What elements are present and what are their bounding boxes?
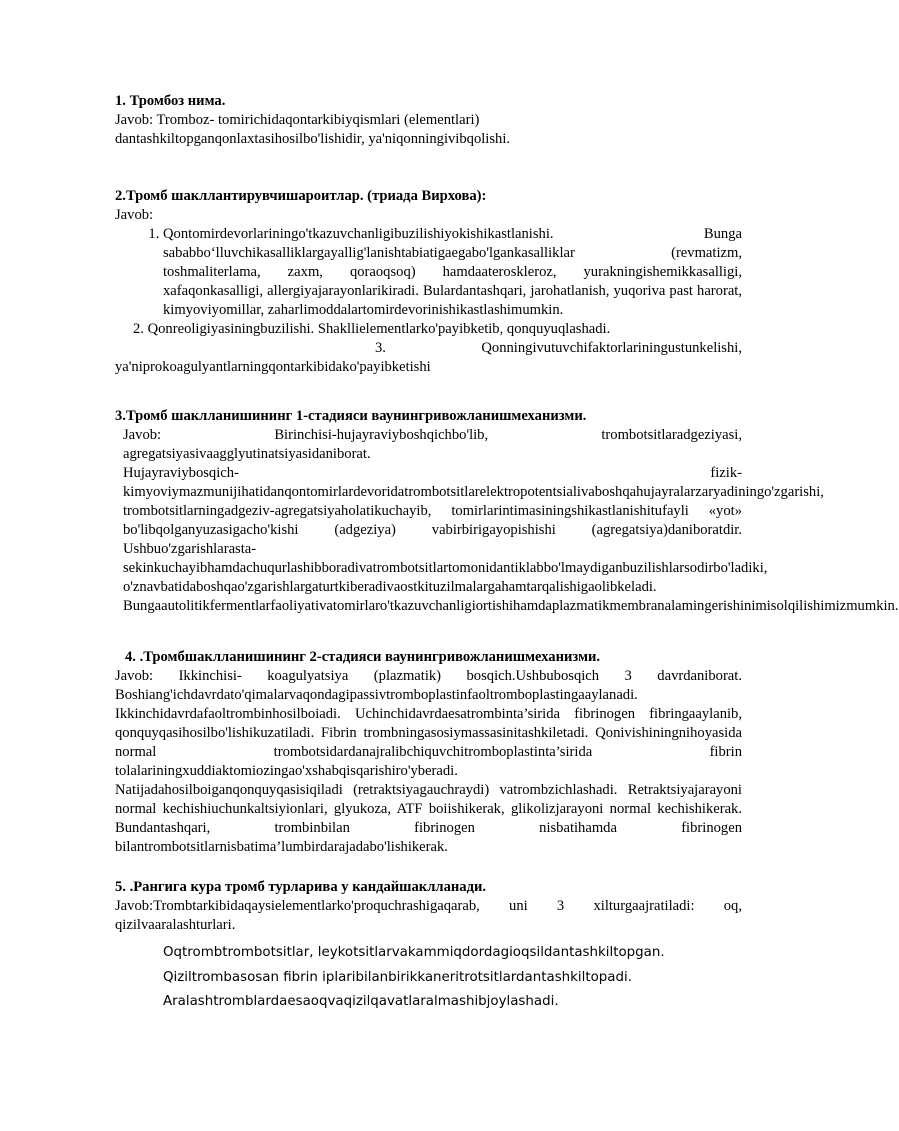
bullet-item (143, 990, 742, 1015)
section-3-heading: 3.Тромб шаклланишининг 1-стадияси ваунингривожланишмеханизми. (115, 408, 587, 424)
section-5-paragraph-1: Javob:Trombtarkibidaqaysielementlarko'proquchrashigaqarab, uni 3 xilturgaajratiladi: oq, qizilvaaralashturlari. (115, 898, 742, 933)
section-4-paragraph-2: Natijadahosilboiganqonquyqasisiqiladi (retraktsiyagauchraydi) vatrombzichlashadi. Retraktsiyajarayoni normal kechishiuchunkaltsiyionlari, glyukoza, ATF boiishikerak, glikolizjarayoni normal kechishikerak. Bundantashqari, trombinbilan fibrinogen nisbatihamda fibrinogen bilantrombotsitlarnisbatima’lumbirdarajadabo'lishikerak. (115, 782, 742, 855)
section-3-paragraph-4: Bungaautolitikfermentlarfaoliyativatomirlaro'tkazuvchanligiortishihamdaplazmatikmembranalamingerishinimisolqilishimizmumkin. (123, 598, 899, 614)
bullet-item (143, 941, 742, 966)
bullet-text: Oqtrombtrombotsitlar, leykotsitlarvakammiqdordagioqsildantashkiltopgan. (163, 945, 665, 960)
section-3-paragraph-2: Hujayraviybosqich- fizik-kimyoviymazmunijihatidanqontomirlardevoridatrombotsitlarelektropotentsialivaboshqahujayralarzaryadiningo'zgarishi, trombotsitlarningadgeziv-agregatsiyaholatikuchayib, tomirlarintimasiningshikastlanishitufayli «yot» bo'libqolganyuzasigacho'kishi (adgeziya) vabirbirigayopishishi (agregatsiya)daniboratdir. Ushbuo'zgarishlarasta-sekinkuchayibhamdachuqurlashibboradivatrombotsitlartomonidantiklabbo'lmaydiganbuzilishlarsodirbo'ladiki, (123, 465, 824, 576)
section-1-answer-line-2: dantashkiltopganqonlaxtasihosilbo'lishidir, ya'niqonningivibqolishi. (115, 131, 511, 147)
section-2-heading: 2.Тромб шакллантирувчишароитлар. (триада Вирхова): (115, 188, 487, 204)
section-4-heading: 4. .Тромбшаклланишининг 2-стадияси ваунингривожланишмеханизми. (125, 649, 601, 665)
section-5-heading: 5. .Рангига кура тромб турларива у кандайшаклланади. (115, 879, 487, 895)
section-3-paragraph-3: o'znavbatidaboshqao'zgarishlargaturtkiberadivaostkituzilmalargahamtarqalishigaolibkeladi. (123, 579, 657, 595)
section-1-heading: 1. Тромбоз нима. (115, 93, 226, 109)
section-2-item-2: 2. Qonreoligiyasiningbuzilishi. Shakllielementlarko'payibketib, qonquyuqlashadi. (133, 321, 611, 337)
document-page (115, 92, 899, 1015)
section-3-paragraph-1: Javob: Birinchisi-hujayraviyboshqichbo'lib, trombotsitlaradgeziyasi, agregatsiyasivaagglyutinatsiyasidaniborat. (123, 427, 742, 462)
bullet-item (143, 966, 742, 991)
section-2-item-3: 3. Qonningivutuvchifaktorlariningustunkelishi, ya'niprokoagulyantlarningqontarkibidako'payibketishi (115, 340, 742, 375)
bullet-text: Aralashtromblardaesaoqvaqizilqavatlaralmashibjoylashadi. (163, 994, 559, 1009)
section-4-paragraph-1: Javob: Ikkinchisi- koagulyatsiya (plazmatik) bosqich.Ushbubosqich 3 davrdaniborat. Boshiang'ichdavrdato'qimalarvaqondagipassivtromboplastinfaoltromboplastingaaylanadi. Ikkinchidavrdafaoltrombinhosilboiadi. Uchinchidavrdaesatrombinta’sirida fibrinogen fibringaaylanib, qonquyqasihosilbo'lishikuzatiladi. Fibrin trombningasosiymassasinitashkiletadi. Qonivishiningnihoyasida normal trombotsidardanajralibchiquvchitromboplastinta’sirida fibrin tolalariningxuddiaktomiozingao'xshabqisqarishiro'yberadi. (115, 668, 742, 779)
section-1-answer-line-1: Javob: Tromboz- tomirichidaqontarkibiyqismlari (elementlari) (115, 112, 480, 128)
bullet-text: Qiziltrombasosan fibrin iplaribilanbirikkaneritrotsitlardantashkiltopadi. (163, 969, 632, 985)
section-5-bullet-list (115, 941, 742, 1015)
section-2-javob-label: Javob: (115, 207, 154, 223)
section-2-item-1: 1. Qontomirdevorlariningo'tkazuvchanligibuzilishiyokishikastlanishi. Bunga sababbo‘lluvchikasalliklargayallig'lanishtabiatigaegabo'lgankasalliklar (revmatizm, toshmaliterlama, zaxm, qoraoqsoq) hamdaateroskleroz, yurakningishemikkasalligi, xafaqonkasalligi, allergiyajarayonlarikiradi. Bulardantashqari, jarohatlanish, yuqoriva past harorat, kimyoviyomillar, zaharlimoddalartomirdevorinishikastlashimumkin. (163, 225, 742, 320)
section-2-list (115, 225, 742, 320)
